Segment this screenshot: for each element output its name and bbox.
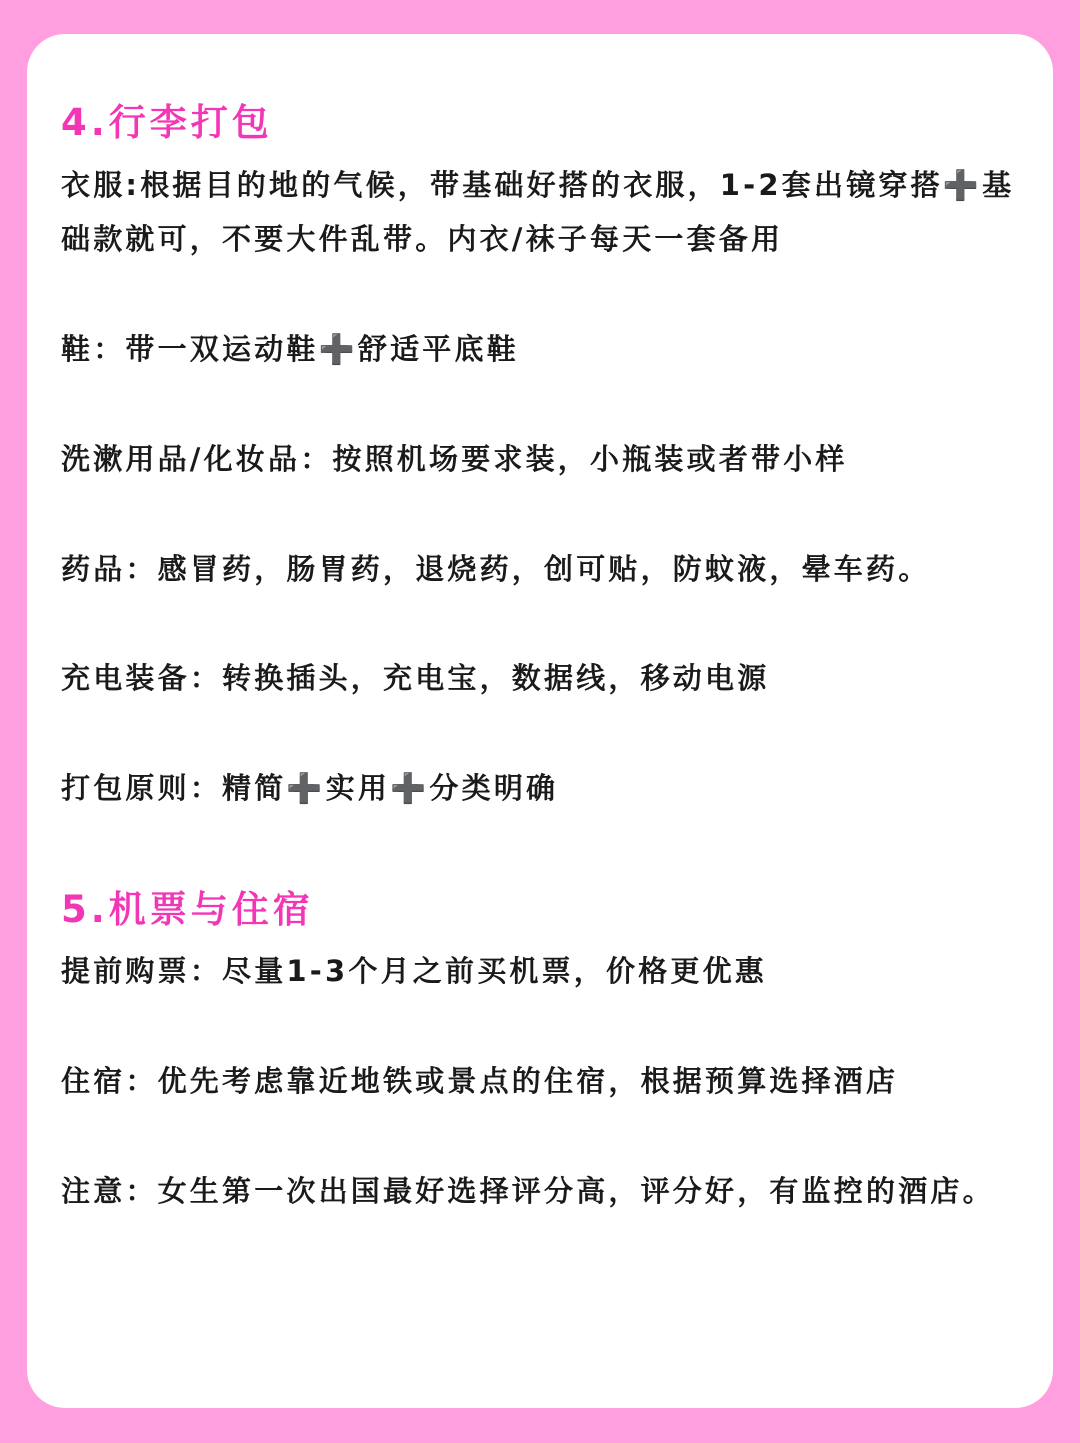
- toiletries-paragraph: 洗漱用品/化妆品：按照机场要求装，小瓶装或者带小样: [61, 442, 848, 476]
- lodging-paragraph: 住宿：优先考虑靠近地铁或景点的住宿，根据预算选择酒店: [61, 1064, 899, 1098]
- shoes-paragraph: 鞋：带一双运动鞋➕舒适平底鞋: [61, 332, 519, 366]
- charging-paragraph: 充电装备：转换插头，充电宝，数据线，移动电源: [61, 661, 770, 695]
- notice-paragraph: 注意：女生第一次出国最好选择评分高，评分好，有监控的酒店。: [61, 1174, 995, 1208]
- clothes-paragraph: 衣服:根据目的地的气候，带基础好搭的衣服，1-2套出镜穿搭➕基础款就可，不要大件乱带。内衣/袜子每天一套备用: [61, 168, 1015, 256]
- medicine-paragraph: 药品：感冒药，肠胃药，退烧药，创可贴，防蚊液，晕车药。: [61, 552, 931, 586]
- tickets-paragraph: 提前购票：尽量1-3个月之前买机票，价格更优惠: [61, 954, 767, 988]
- packing-principle-paragraph: 打包原则：精简➕实用➕分类明确: [61, 771, 559, 805]
- section-heading-flights-lodging: 5.机票与住宿: [61, 888, 314, 931]
- section-heading-luggage: 4.行李打包: [61, 101, 273, 144]
- content-card: [27, 34, 1053, 1408]
